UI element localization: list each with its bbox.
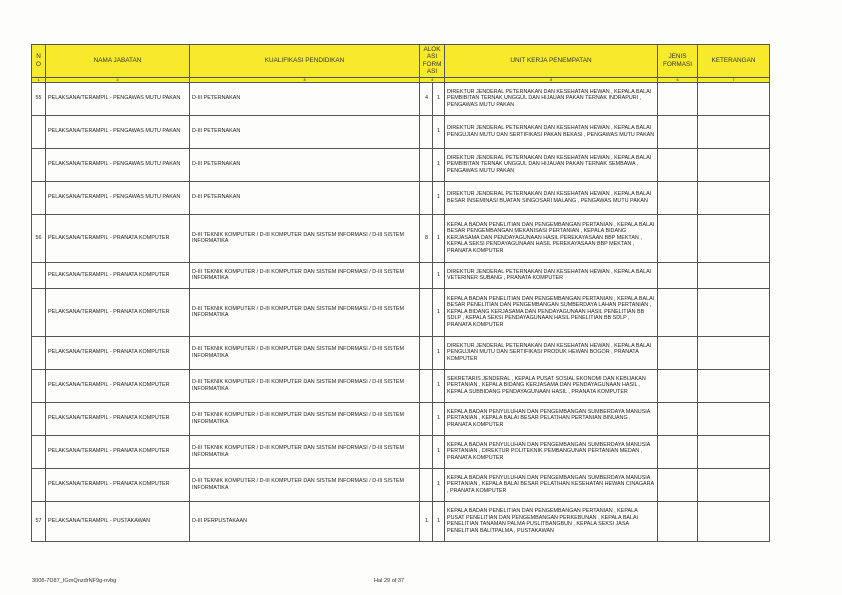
header-unit-kerja: UNIT KERJA PENEMPATAN (445, 45, 658, 78)
index-cell: 6 (658, 77, 698, 82)
formasi-count-cell: 1 (433, 262, 445, 288)
keterangan-cell (698, 435, 770, 468)
index-cell: 5 (445, 77, 658, 82)
row-number: 56 (32, 214, 46, 262)
nama-jabatan-cell: PELAKSANA/TERAMPIL - PENGAWAS MUTU PAKAN (46, 148, 190, 181)
formasi-count-cell: 1 (433, 181, 445, 214)
jenis-formasi-cell (658, 435, 698, 468)
table-row (32, 82, 770, 115)
formasi-count-cell: 1 (433, 336, 445, 369)
page-number: Hal 29 of 37 (374, 578, 405, 584)
index-cell: 3 (190, 77, 420, 82)
alokasi-cell (420, 288, 433, 336)
index-cell: 7 (698, 77, 770, 82)
formasi-count-cell: 1 (433, 148, 445, 181)
row-number (32, 181, 46, 214)
kualifikasi-cell: D-III TEKNIK KOMPUTER / D-III KOMPUTER DAN SISTEM INFORMASI / D-III SISTEM INFORMATIKA (190, 214, 420, 262)
formasi-count-cell: 1 (433, 369, 445, 402)
keterangan-cell (698, 115, 770, 148)
kualifikasi-cell: D-III TEKNIK KOMPUTER / D-III KOMPUTER DAN SISTEM INFORMASI / D-III SISTEM INFORMATIKA (190, 336, 420, 369)
formasi-table (31, 44, 770, 542)
kualifikasi-cell: D-III TEKNIK KOMPUTER / D-III KOMPUTER DAN SISTEM INFORMASI / D-III SISTEM INFORMATIKA (190, 262, 420, 288)
kualifikasi-cell: D-III TEKNIK KOMPUTER / D-III KOMPUTER DAN SISTEM INFORMASI / D-III SISTEM INFORMATIKA (190, 369, 420, 402)
table-row (32, 435, 770, 468)
document-code: 3006-7D87_IGmQnzdrNF9g-nvbg (32, 578, 117, 584)
table-row (32, 336, 770, 369)
table-row (32, 369, 770, 402)
keterangan-cell (698, 181, 770, 214)
row-number (32, 402, 46, 435)
row-number (32, 336, 46, 369)
unit-kerja-cell: DIREKTUR JENDERAL PETERNAKAN DAN KESEHATAN HEWAN , KEPALA BALAI PEMBIBITAN TERNAK UNGGUL DAN HIJAUAN PAKAN TERNAK SEMBAWA , PENGAWAS MUTU PAKAN (445, 148, 658, 181)
index-cell: 1 (32, 77, 46, 82)
formasi-count-cell: 1 (433, 468, 445, 501)
keterangan-cell (698, 214, 770, 262)
row-number (32, 115, 46, 148)
formasi-count-cell: 1 (433, 82, 445, 115)
keterangan-cell (698, 82, 770, 115)
row-number (32, 369, 46, 402)
kualifikasi-cell: D-III PETERNAKAN (190, 82, 420, 115)
jenis-formasi-cell (658, 115, 698, 148)
kualifikasi-cell: D-III TEKNIK KOMPUTER / D-III KOMPUTER DAN SISTEM INFORMASI / D-III SISTEM INFORMATIKA (190, 288, 420, 336)
jenis-formasi-cell (658, 288, 698, 336)
header-no: NO (32, 45, 46, 78)
kualifikasi-cell: D-III TEKNIK KOMPUTER / D-III KOMPUTER DAN SISTEM INFORMASI / D-III SISTEM INFORMATIKA (190, 435, 420, 468)
table-row (32, 214, 770, 262)
alokasi-cell (420, 181, 433, 214)
unit-kerja-cell: KEPALA BADAN PENELITIAN DAN PENGEMBANGAN PERTANIAN , KEPALA BALAI BESAR PENGEMBANGAN MEKANISASI PERTANIAN , KEPALA BIDANG KERJASAMA DAN PENDAYAGUNAAN HASIL PEREKAYASAAN BBP MEKTAN , KEPALA SEKSI PENDAYAGUNAAN HASIL PEREKAYASAAN BBP MEKTAN , PRANATA KOMPUTER (445, 214, 658, 262)
jenis-formasi-cell (658, 262, 698, 288)
formasi-count-cell: 1 (433, 214, 445, 262)
unit-kerja-cell: DIREKTUR JENDERAL PETERNAKAN DAN KESEHATAN HEWAN , KEPALA BALAI PEMBIBITAN TERNAK UNGGUL DAN HIJAUAN PAKAN TERNAK INDRAPURI , PENGAWAS MUTU PAKAN (445, 82, 658, 115)
alokasi-cell: 8 (420, 214, 433, 262)
nama-jabatan-cell: PELAKSANA/TERAMPIL - PRANATA KOMPUTER (46, 262, 190, 288)
unit-kerja-cell: DIREKTUR JENDERAL PETERNAKAN DAN KESEHATAN HEWAN , KEPALA BALAI VETERINER SUBANG , PRANATA KOMPUTER (445, 262, 658, 288)
table-row (32, 402, 770, 435)
alokasi-cell (420, 435, 433, 468)
header-kualifikasi: KUALIFIKASI PENDIDIKAN (190, 45, 420, 78)
row-number: 57 (32, 501, 46, 541)
index-cell: 2 (46, 77, 190, 82)
kualifikasi-cell: D-III TEKNIK KOMPUTER / D-III KOMPUTER DAN SISTEM INFORMASI / D-III SISTEM INFORMATIKA (190, 402, 420, 435)
row-number (32, 262, 46, 288)
table-row (32, 262, 770, 288)
alokasi-cell (420, 115, 433, 148)
alokasi-cell (420, 148, 433, 181)
keterangan-cell (698, 468, 770, 501)
header-jenis-formasi: JENIS FORMASI (658, 45, 698, 78)
alokasi-cell (420, 336, 433, 369)
index-cell: 4 (420, 77, 445, 82)
nama-jabatan-cell: PELAKSANA/TERAMPIL - PRANATA KOMPUTER (46, 468, 190, 501)
formasi-count-cell: 1 (433, 501, 445, 541)
formasi-count-cell: 1 (433, 402, 445, 435)
nama-jabatan-cell: PELAKSANA/TERAMPIL - PRANATA KOMPUTER (46, 402, 190, 435)
formasi-count-cell: 1 (433, 435, 445, 468)
unit-kerja-cell: KEPALA BADAN PENELITIAN DAN PENGEMBANGAN PERTANIAN , KEPALA PUSAT PENELITIAN DAN PENGEMBANGAN PERKEBUNAN , KEPALA BALAI PENELITIAN TANAMAN PALMA PUSLITBANGBUN , KEPALA SEKSI JASA PENELITIAN BALITPALMA , PUSTAKAWAN (445, 501, 658, 541)
keterangan-cell (698, 148, 770, 181)
jenis-formasi-cell (658, 501, 698, 541)
nama-jabatan-cell: PELAKSANA/TERAMPIL - PUSTAKAWAN (46, 501, 190, 541)
unit-kerja-cell: SEKRETARIS JENDERAL , KEPALA PUSAT SOSIAL EKONOMI DAN KEBIJAKAN PERTANIAN , KEPALA BIDANG KERJASAMA DAN PENDAYAGUNAAN HASIL , KEPALA SUBBIDANG PENDAYAGUNAAN HASIL , PRANATA KOMPUTER (445, 369, 658, 402)
keterangan-cell (698, 369, 770, 402)
header-nama-jabatan: NAMA JABATAN (46, 45, 190, 78)
row-number (32, 468, 46, 501)
alokasi-cell: 4 (420, 82, 433, 115)
jenis-formasi-cell (658, 369, 698, 402)
unit-kerja-cell: DIREKTUR JENDERAL PETERNAKAN DAN KESEHATAN HEWAN , KEPALA BALAI PENGUJIAN MUTU DAN SERTIFIKASI PRODUK HEWAN BOGOR , PRANATA KOMPUTER (445, 336, 658, 369)
jenis-formasi-cell (658, 402, 698, 435)
table-row (32, 181, 770, 214)
kualifikasi-cell: D-III PETERNAKAN (190, 115, 420, 148)
table-row (32, 148, 770, 181)
row-number (32, 288, 46, 336)
unit-kerja-cell: DIREKTUR JENDERAL PETERNAKAN DAN KESEHATAN HEWAN , KEPALA BALAI BESAR INSEMINASI BUATAN SINGOSARI MALANG , PENGAWAS MUTU PAKAN (445, 181, 658, 214)
kualifikasi-cell: D-III PETERNAKAN (190, 181, 420, 214)
jenis-formasi-cell (658, 82, 698, 115)
header-keterangan: KETERANGAN (698, 45, 770, 78)
table-body (32, 82, 770, 541)
alokasi-cell (420, 262, 433, 288)
alokasi-cell (420, 369, 433, 402)
alokasi-cell: 1 (420, 501, 433, 541)
nama-jabatan-cell: PELAKSANA/TERAMPIL - PRANATA KOMPUTER (46, 369, 190, 402)
nama-jabatan-cell: PELAKSANA/TERAMPIL - PENGAWAS MUTU PAKAN (46, 82, 190, 115)
unit-kerja-cell: KEPALA BADAN PENELITIAN DAN PENGEMBANGAN PERTANIAN , KEPALA BALAI BESAR PENELITIAN DAN PENGEMBANGAN SUMBERDAYA LAHAN PERTANIAN , KEPALA BIDANG KERJASAMA DAN PENDAYAGUNAAN HASIL PENELITIAN BB SDLP , KEPALA SEKSI PENDAYAGUNAAN HASIL PENELITIAN BB SDLP , PRANATA KOMPUTER (445, 288, 658, 336)
table-row (32, 501, 770, 541)
table-row (32, 288, 770, 336)
keterangan-cell (698, 336, 770, 369)
nama-jabatan-cell: PELAKSANA/TERAMPIL - PENGAWAS MUTU PAKAN (46, 181, 190, 214)
kualifikasi-cell: D-III PERPUSTAKAAN (190, 501, 420, 541)
kualifikasi-cell: D-III TEKNIK KOMPUTER / D-III KOMPUTER DAN SISTEM INFORMASI / D-III SISTEM INFORMATIKA (190, 468, 420, 501)
nama-jabatan-cell: PELAKSANA/TERAMPIL - PRANATA KOMPUTER (46, 214, 190, 262)
alokasi-cell (420, 402, 433, 435)
keterangan-cell (698, 402, 770, 435)
formasi-count-cell: 1 (433, 115, 445, 148)
row-number (32, 435, 46, 468)
table-row (32, 468, 770, 501)
jenis-formasi-cell (658, 468, 698, 501)
keterangan-cell (698, 501, 770, 541)
formasi-count-cell: 1 (433, 288, 445, 336)
nama-jabatan-cell: PELAKSANA/TERAMPIL - PRANATA KOMPUTER (46, 435, 190, 468)
jenis-formasi-cell (658, 181, 698, 214)
jenis-formasi-cell (658, 336, 698, 369)
table-header-row (32, 45, 770, 78)
nama-jabatan-cell: PELAKSANA/TERAMPIL - PENGAWAS MUTU PAKAN (46, 115, 190, 148)
unit-kerja-cell: KEPALA BADAN PENYULUHAN DAN PENGEMBANGAN SUMBERDAYA MANUSIA PERTANIAN , KEPALA BALAI BESAR PELATIHAN PERTANIAN BINUANG , PRANATA KOMPUTER (445, 402, 658, 435)
header-alokasi: ALOKASI FORMASI (420, 45, 445, 78)
nama-jabatan-cell: PELAKSANA/TERAMPIL - PRANATA KOMPUTER (46, 288, 190, 336)
jenis-formasi-cell (658, 214, 698, 262)
row-number (32, 148, 46, 181)
nama-jabatan-cell: PELAKSANA/TERAMPIL - PRANATA KOMPUTER (46, 336, 190, 369)
alokasi-cell (420, 468, 433, 501)
unit-kerja-cell: DIREKTUR JENDERAL PETERNAKAN DAN KESEHATAN HEWAN , KEPALA BALAI PENGUJIAN MUTU DAN SERTIFIKASI PAKAN BEKASI , PENGAWAS MUTU PAKAN (445, 115, 658, 148)
row-number: 55 (32, 82, 46, 115)
jenis-formasi-cell (658, 148, 698, 181)
unit-kerja-cell: KEPALA BADAN PENYULUHAN DAN PENGEMBANGAN SUMBERDAYA MANUSIA PERTANIAN , DIREKTUR POLITEKNIK PEMBANGUNAN PERTANIAN MEDAN , PRANATA KOMPUTER (445, 435, 658, 468)
unit-kerja-cell: KEPALA BADAN PENYULUHAN DAN PENGEMBANGAN SUMBERDAYA MANUSIA PERTANIAN , KEPALA BALAI BESAR PELATIHAN KESEHATAN HEWAN CINAGARA , PRANATA KOMPUTER (445, 468, 658, 501)
keterangan-cell (698, 288, 770, 336)
keterangan-cell (698, 262, 770, 288)
kualifikasi-cell: D-III PETERNAKAN (190, 148, 420, 181)
table-row (32, 115, 770, 148)
